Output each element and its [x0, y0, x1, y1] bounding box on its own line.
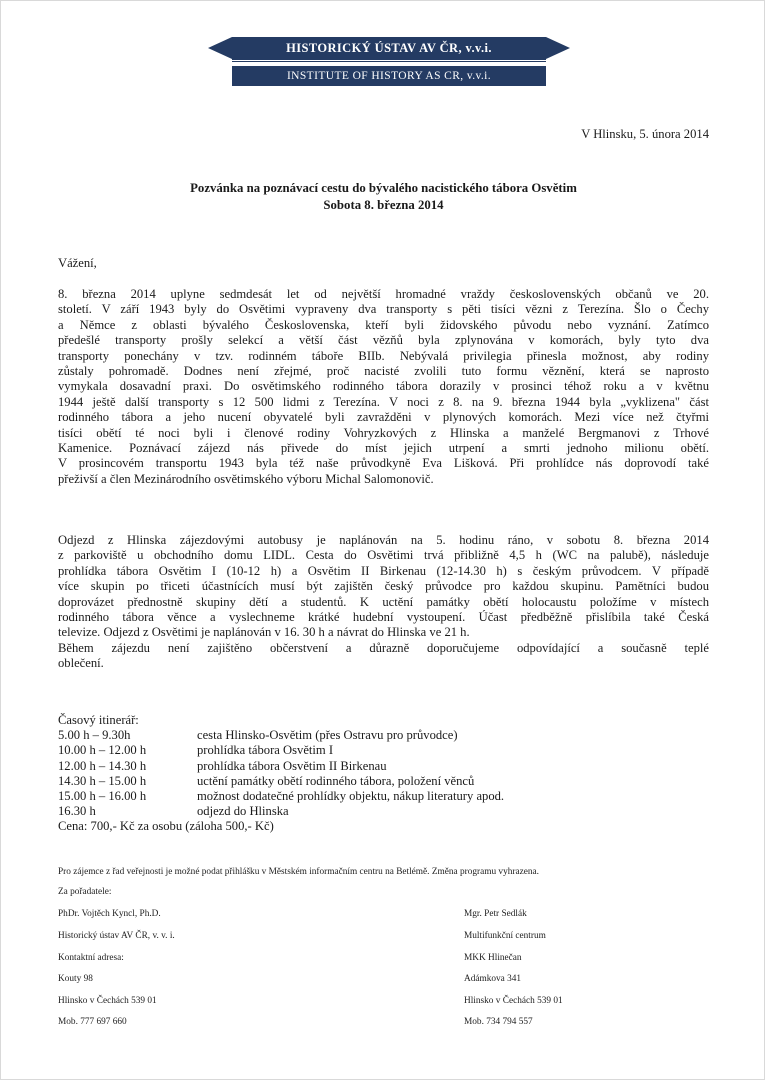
contact-right-phone: Mob. 734 794 557 — [464, 1017, 533, 1027]
paragraph-line: 8. března 2014 uplyne sedmdesát let od největší hromadné vraždy československých občanů ve 20. — [58, 287, 709, 301]
paragraph-line: předešlé transporty prošly selekcí a větší část vězňů byla zplynována v komorách, byly tyto dva — [58, 333, 709, 348]
itinerary-activity: možnost dodatečné prohlídky objektu, nákup literatury apod. — [197, 788, 505, 803]
paragraph-line: zůstaly pohromadě. Dodnes není zřejmé, proč nacisté zvolili tuto formu věznění, která se naprosto — [58, 364, 709, 379]
itinerary-time: 10.00 h – 12.00 h — [58, 743, 147, 758]
paragraph-history — [58, 287, 709, 487]
invitation-date: Sobota 8. března 2014 — [323, 198, 444, 212]
itinerary-time: 16.30 h — [58, 804, 96, 819]
contact-left-institution: Historický ústav AV ČR, v. v. i. — [58, 931, 175, 941]
paragraph-trip — [58, 533, 709, 672]
itinerary-time: 5.00 h – 9.30h — [58, 728, 131, 743]
paragraph-line: a Němce z oblasti bývalého Československa, kteří byli židovského původu nebo vyznání. Zatímco — [58, 317, 709, 332]
itinerary-activity: prohlídka tábora Osvětim I — [197, 743, 334, 758]
paragraph-line: přeživší a člen Mezinárodního osvětimského výboru Michal Salomonovič. — [58, 471, 434, 486]
contact-right-organization: MKK Hlinečan — [464, 953, 522, 963]
contact-left-city: Hlinsko v Čechách 539 01 — [58, 996, 157, 1006]
paragraph-line: doprovázet přednostně skupiny dětí a studentů. K uctění památky obětí holocaustu položíme v místech — [58, 594, 709, 609]
contact-left-street: Kouty 98 — [58, 974, 93, 984]
itinerary-activity: odjezd do Hlinska — [197, 804, 289, 819]
organizers-label: Za pořadatele: — [58, 887, 112, 897]
itinerary-time: 14.30 h – 15.00 h — [58, 773, 147, 788]
paragraph-line: V prosincovém transportu 1943 byla též naše průvodkyně Eva Lišková. Při prohlídce nás doprovodí také — [58, 456, 709, 471]
itinerary-activity: prohlídka tábora Osvětim II Birkenau — [197, 758, 387, 773]
paragraph-line: prohlídka tábora Osvětim I (10-12 h) a Osvětim II Birkenau (12-14.30 h) s českým průvodcem. V případě — [58, 563, 709, 578]
invitation-title: Pozvánka na poznávací cestu do bývalého nacistického tábora Osvětim — [190, 181, 577, 195]
header-banner-en: INSTITUTE OF HISTORY AS CR, v.v.i. — [232, 66, 546, 86]
contact-right-street: Adámkova 341 — [464, 974, 522, 984]
itinerary-activity: uctění památky obětí rodinného tábora, položení věnců — [197, 773, 475, 788]
itinerary-price: Cena: 700,- Kč za osobu (záloha 500,- Kč) — [58, 819, 274, 834]
contact-right-institution: Multifunkční centrum — [464, 931, 546, 941]
paragraph-line: transporty ponechány v tzv. rodinném táboře BIIb. Nebývalá privilegia přinesla možnost, aby rodiny — [58, 348, 709, 363]
paragraph-line: oblečení. — [58, 656, 104, 671]
paragraph-line: 1944 ještě další transporty s 12 500 lidmi z Terezína. V noci z 8. na 9. března 1944 byla „vyklizena" část — [58, 394, 709, 409]
paragraph-line: Během zájezdu není zajištěno občerstvení a důrazně doporučujeme odpovídající a současně teplé — [58, 640, 709, 655]
paragraph-line: Kamenice. Poznávací zájezd nás přivede do míst jejich utrpení a smrti jednoho milionu obětí. — [58, 441, 709, 456]
contact-left-phone: Mob. 777 697 660 — [58, 1017, 127, 1027]
contact-left-label: Kontaktní adresa: — [58, 953, 124, 963]
itinerary-heading: Časový itinerář: — [58, 713, 139, 727]
greeting: Vážení, — [58, 256, 97, 270]
paragraph-line: více skupin po třiceti účastnících musí být zajištěn český průvodce pro každou skupinu. Pamětníci budou — [58, 579, 709, 594]
contact-right-city: Hlinsko v Čechách 539 01 — [464, 996, 563, 1006]
paragraph-line: tisíci obětí té noci byli i členové rodiny Vohryzkových z Hlinska a manželé Bergmanovi z Trhové — [58, 425, 709, 440]
paragraph-line: z parkoviště u obchodního domu LIDL. Cesta do Osvětimi trvá přibližně 4,5 h (WC na palubě), následuje — [58, 548, 709, 563]
paragraph-line: rodinného tábora a jeho nucení obyvatelé byli zavražděni v plynových komorách. Mezi více než čtyřmi — [58, 410, 709, 425]
paragraph-line: televize. Odjezd z Osvětimi je naplánován v 16. 30 h a návrat do Hlinska ve 21 h. — [58, 625, 470, 640]
paragraph-line: rodinného tábora věnce a vyslechneme krátké hudební vystoupení. Účast předběžně přislíbila také Česká — [58, 610, 709, 625]
paragraph-line: století. V září 1943 byly do Osvětimi vypraveny dva transporty s pěti tisíci vězni z Terezína. Šlo o Čechy — [58, 302, 709, 317]
registration-notice: Pro zájemce z řad veřejnosti je možné podat přihlášku v Městském informačním centru na Betlémě. Změna programu vyhrazena. — [58, 867, 539, 877]
contact-left-name: PhDr. Vojtěch Kyncl, Ph.D. — [58, 909, 161, 919]
date-line: V Hlinsku, 5. února 2014 — [581, 127, 709, 141]
itinerary-time: 12.00 h – 14.30 h — [58, 758, 147, 773]
paragraph-line: Odjezd z Hlinska zájezdovými autobusy je naplánován na 5. hodinu ráno, v sobotu 8. března 2014 — [58, 533, 709, 547]
itinerary-time: 15.00 h – 16.00 h — [58, 788, 147, 803]
contact-right-name: Mgr. Petr Sedlák — [464, 909, 527, 919]
itinerary-activity: cesta Hlinsko-Osvětim (přes Ostravu pro průvodce) — [197, 728, 458, 743]
paragraph-line: vymykala dosavadní praxi. Do osvětimského rodinného tábora dorazily v prosinci téhož roku a v květnu — [58, 379, 709, 394]
header-banner-cs: HISTORICKÝ ÚSTAV AV ČR, v.v.i. — [232, 37, 546, 60]
